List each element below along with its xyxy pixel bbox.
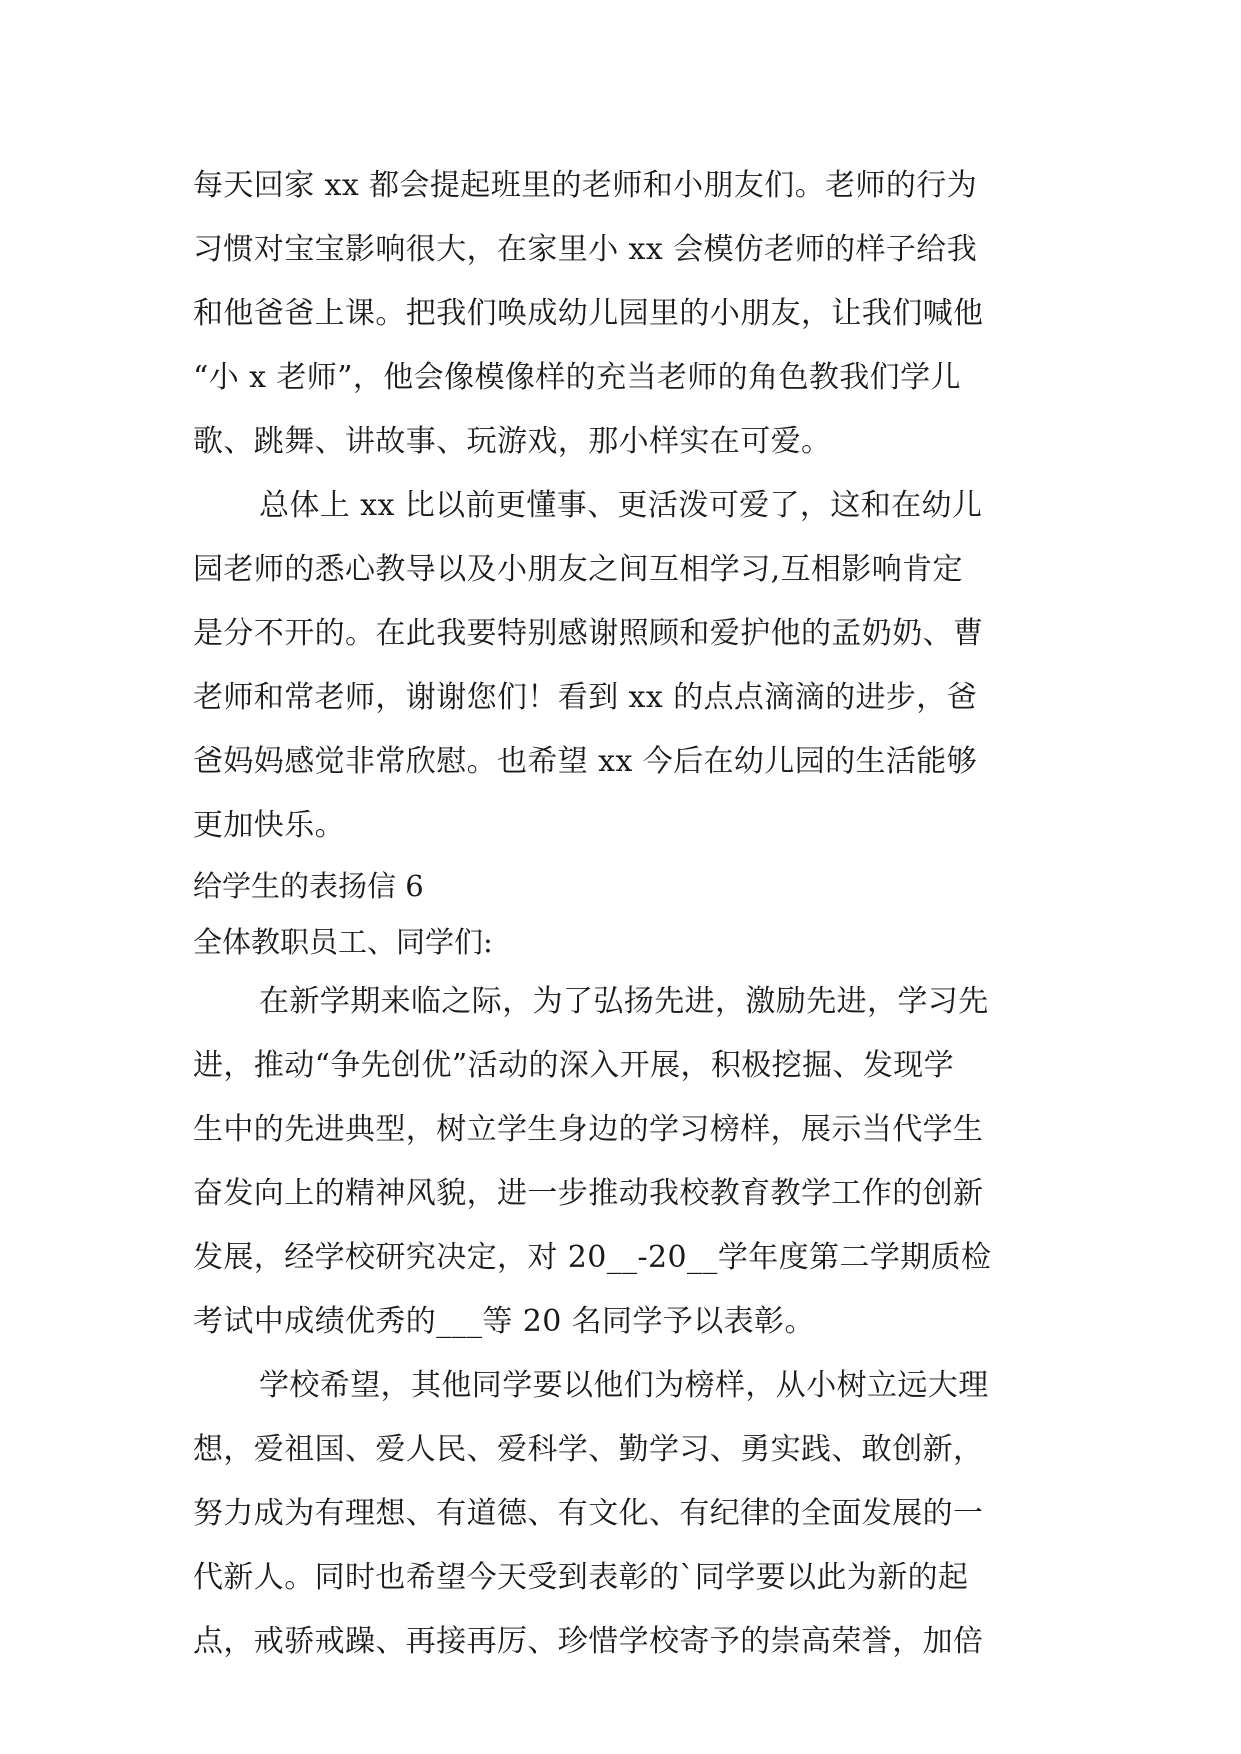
text-line: 在新学期来临之际，为了弘扬先进，激励先进，学习先 [259,984,989,1019]
text-line: 是分不开的。在此我要特别感谢照顾和爱护他的孟奶奶、曹 [193,616,984,651]
document-body [193,154,1053,1674]
text-line: 想，爱祖国、爱人民、爱科学、勤学习、勇实践、敢创新， [193,1432,984,1467]
text-line: 总体上 xx 比以前更懂事、更活泼可爱了，这和在幼儿 [259,488,983,523]
text-line: “小 x 老师”，他会像模像样的充当老师的角色教我们学儿 [193,360,961,395]
text-line: 代新人。同时也希望今天受到表彰的`同学要以此为新的起 [193,1560,969,1595]
text-line: 发展，经学校研究决定，对 20__-20__学年度第二学期质检 [193,1240,992,1275]
text-line: 每天回家 xx 都会提起班里的老师和小朋友们。老师的行为 [193,168,978,203]
text-line: 习惯对宝宝影响很大，在家里小 xx 会模仿老师的样子给我 [193,232,978,267]
text-line: 学校希望，其他同学要以他们为榜样，从小树立远大理 [259,1368,989,1403]
text-line: 奋发向上的精神风貌，进一步推动我校教育教学工作的创新 [193,1176,984,1211]
text-line: 点，戒骄戒躁、再接再厉、珍惜学校寄予的崇高荣誉，加倍 [193,1624,984,1659]
text-line: 进，推动“争先创优”活动的深入开展，积极挖掘、发现学 [193,1048,955,1083]
text-line: 更加快乐。 [193,808,345,843]
salutation: 全体教职员工、同学们: [193,925,493,959]
letter-title: 给学生的表扬信 6 [193,869,424,903]
text-line: 生中的先进典型，树立学生身边的学习榜样，展示当代学生 [193,1112,984,1147]
text-line: 歌、跳舞、讲故事、玩游戏，那小样实在可爱。 [193,424,832,459]
paragraph-3 [193,970,1053,1354]
paragraph-1 [193,154,1053,474]
text-line: 努力成为有理想、有道德、有文化、有纪律的全面发展的一 [193,1496,984,1531]
text-line: 园老师的悉心教导以及小朋友之间互相学习,互相影响肯定 [193,552,963,587]
paragraph-4 [193,1354,1053,1674]
text-line: 老师和常老师，谢谢您们！看到 xx 的点点滴滴的进步，爸 [193,680,978,715]
text-line: 考试中成绩优秀的___等 20 名同学予以表彰。 [193,1304,815,1339]
text-line: 和他爸爸上课。把我们唤成幼儿园里的小朋友，让我们喊他 [193,296,984,331]
text-line: 爸妈妈感觉非常欣慰。也希望 xx 今后在幼儿园的生活能够 [193,744,978,779]
paragraph-2 [193,474,1053,858]
